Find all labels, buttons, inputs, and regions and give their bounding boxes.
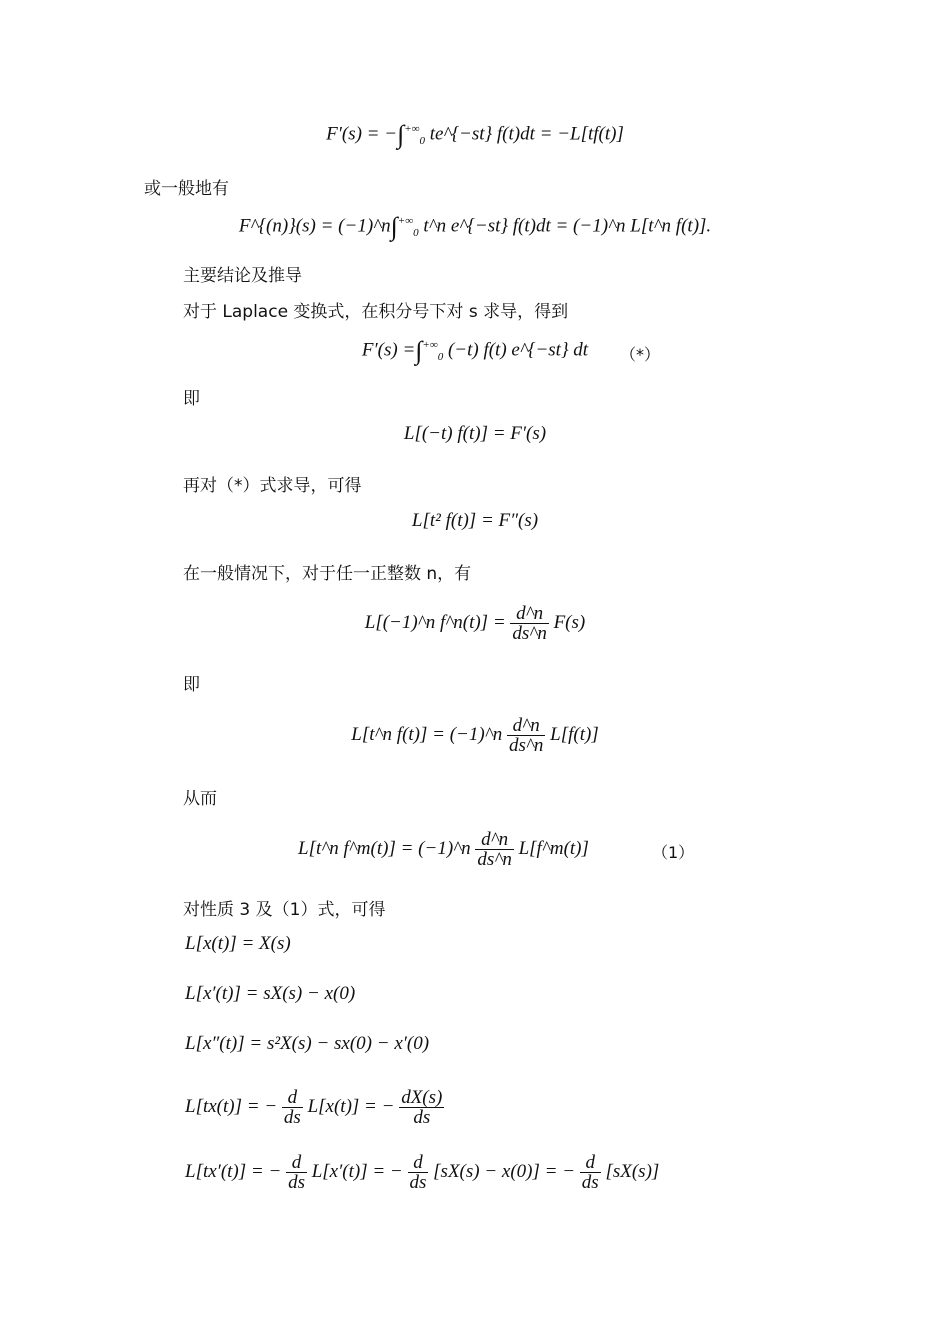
- eq7-fraction: [507, 716, 545, 755]
- paragraph-congru: 从而: [183, 789, 217, 809]
- eq13-numerator-3: d: [580, 1153, 601, 1173]
- eq13-numerator-1: d: [286, 1153, 307, 1173]
- paragraph-ji-1: 即: [183, 389, 200, 409]
- eq3-upper-limit: +∞: [422, 339, 438, 352]
- equation-tx-prime-transform: [185, 1153, 659, 1192]
- eq13-mid-2: [sX(s) − x(0)] = −: [433, 1160, 576, 1182]
- equation-x-transform: L[x(t)] = X(s): [185, 933, 291, 954]
- eq12-denominator-1: ds: [283, 1107, 301, 1128]
- integral-sign: ∫: [415, 336, 423, 365]
- eq8-rhs: L[f^m(t)]: [518, 837, 589, 859]
- eq13-mid-1: L[x′(t)] = −: [311, 1160, 403, 1182]
- eq12-fraction-1: [282, 1088, 303, 1127]
- eq8-fraction: [475, 830, 513, 869]
- integral-sign: ∫: [390, 212, 398, 241]
- eq13-denominator-1: ds: [288, 1172, 305, 1193]
- eq2-rhs: t^n e^{−st} f(t)dt = (−1)^n L[t^n f(t)].: [423, 215, 712, 237]
- paragraph-diff-again: 再对（*）式求导，可得: [183, 476, 362, 496]
- eq6-numerator: d^n: [510, 604, 548, 624]
- eq12-mid: L[x(t)] = −: [307, 1095, 395, 1117]
- eq7-denominator: ds^n: [508, 735, 544, 756]
- equation-first-property: L[(−t) f(t)] = F′(s): [403, 423, 547, 444]
- paragraph-laplace-intro: 对于 Laplace 变换式，在积分号下对 s 求导，得到: [183, 302, 569, 322]
- eq13-fraction-1: [286, 1153, 307, 1192]
- equation-tx-transform: [185, 1088, 444, 1127]
- eq6-fraction: [510, 604, 548, 643]
- integral-sign: ∫: [397, 120, 405, 149]
- eq1-rhs: te^{−st} f(t)dt = −L[tf(t)]: [429, 123, 624, 145]
- eq13-fraction-2: [408, 1153, 429, 1192]
- equation-tn-transform: [0, 716, 950, 755]
- eq2-upper-limit: +∞: [397, 215, 414, 228]
- eq12-fraction-2: [399, 1088, 444, 1127]
- equation-nth-derivative: [0, 214, 950, 240]
- eq8-numerator: d^n: [475, 830, 513, 850]
- eq3-lower-limit: 0: [437, 351, 444, 364]
- paragraph-general: 或一般地有: [144, 179, 229, 199]
- eq3-lhs: F′(s) =: [361, 339, 416, 361]
- equation-x-double-prime-transform: L[x″(t)] = s²X(s) − sx(0) − x′(0): [185, 1033, 430, 1054]
- eq12-lhs: L[tx(t)] = −: [185, 1095, 278, 1117]
- eq7-numerator: d^n: [507, 716, 545, 736]
- eq12-numerator-2: dX(s): [401, 1087, 443, 1108]
- eq2-lower-limit: 0: [413, 227, 419, 240]
- eq7-rhs: L[f(t)]: [550, 723, 599, 745]
- eq1-lower-limit: 0: [419, 135, 425, 148]
- equation-tag-one: （1）: [652, 843, 695, 862]
- eq13-fraction-3: [580, 1153, 601, 1192]
- eq6-denominator: ds^n: [512, 623, 547, 644]
- section-heading: 主要结论及推导: [183, 266, 302, 286]
- eq12-numerator-1: d: [282, 1088, 303, 1108]
- eq13-rhs: [sX(s)]: [605, 1160, 660, 1182]
- equation-tag-star: （*）: [620, 345, 661, 364]
- eq8-denominator: ds^n: [477, 849, 512, 870]
- eq6-rhs: F(s): [553, 611, 586, 633]
- eq6-lhs: L[(−1)^n f^n(t)] =: [364, 611, 506, 633]
- equation-derivative-transform: [0, 122, 950, 148]
- equation-star: [0, 338, 950, 364]
- paragraph-ji-2: 即: [183, 675, 200, 695]
- eq1-upper-limit: +∞: [404, 123, 420, 136]
- eq3-rhs: (−t) f(t) e^{−st} dt: [447, 339, 589, 361]
- equation-x-prime-transform: L[x′(t)] = sX(s) − x(0): [185, 983, 356, 1004]
- eq1-lhs: F′(s) = −: [326, 123, 398, 145]
- eq13-denominator-2: ds: [409, 1172, 427, 1193]
- eq13-lhs: L[tx′(t)] = −: [185, 1160, 282, 1182]
- equation-second-property: L[t² f(t)] = F″(s): [411, 510, 539, 531]
- eq12-denominator-2: ds: [413, 1107, 431, 1128]
- paragraph-general-case: 在一般情况下，对于任一正整数 n，有: [183, 564, 472, 584]
- paragraph-property3: 对性质 3 及（1）式，可得: [183, 900, 386, 920]
- equation-general-nth: [0, 604, 950, 643]
- eq8-lhs: L[t^n f^m(t)] = (−1)^n: [298, 837, 471, 859]
- eq7-lhs: L[t^n f(t)] = (−1)^n: [351, 723, 503, 745]
- eq13-denominator-3: ds: [581, 1172, 599, 1193]
- equation-one: [298, 830, 589, 869]
- eq13-numerator-2: d: [408, 1153, 429, 1173]
- eq2-lhs: F^{(n)}(s) = (−1)^n: [238, 215, 391, 237]
